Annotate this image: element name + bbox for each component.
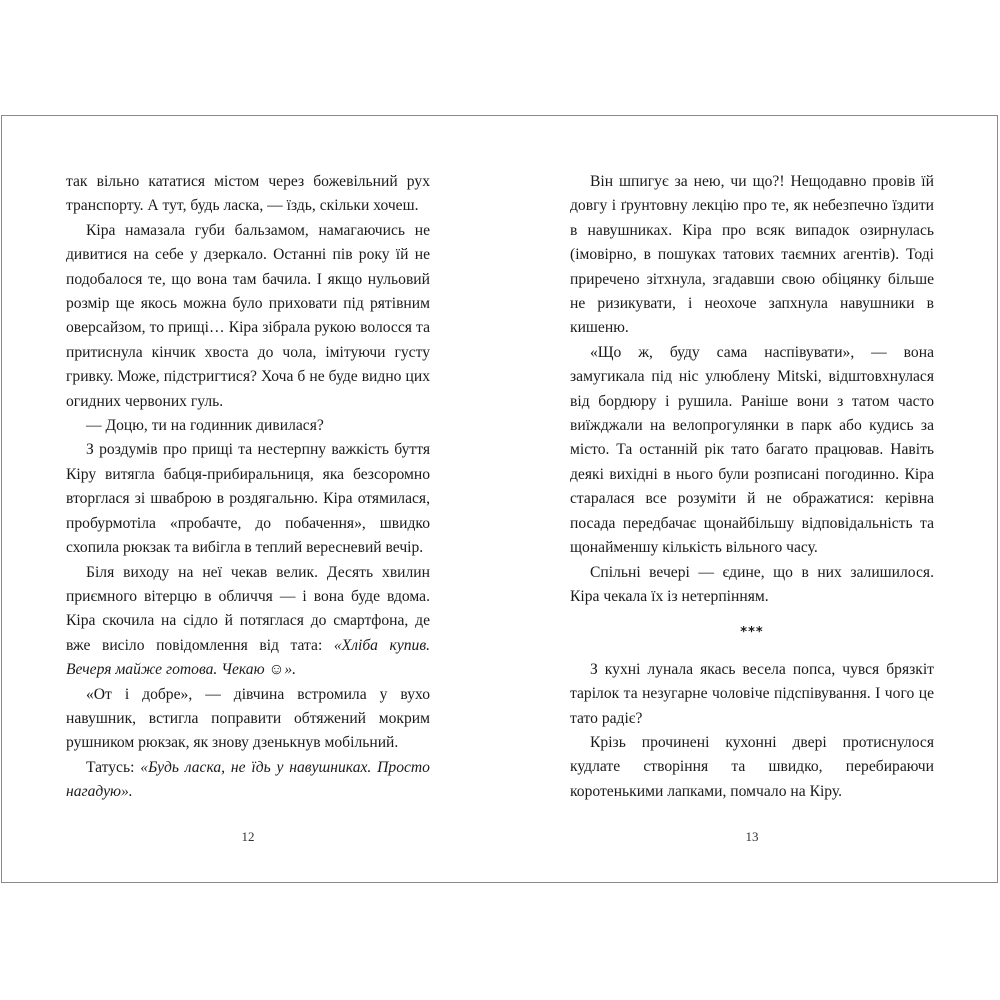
left-page [2,116,500,882]
page-number [2,829,500,845]
paragraph: так вільно кататися містом через божевільний рух транспорту. А тут, будь ласка, — їздь, скільки хочеш. [66,173,430,215]
paragraph [66,561,430,683]
left-page-text [66,170,430,805]
paragraph: «Що ж, буду сама наспівувати», — вона замугикала під ніс улюблену Mitski, відштовхнулася від бордюру і рушила. Раніше вони з татом часто виїжджали на велопрогулянки в парк або кудись за місто. Та останній рік тато багато працював. Навіть деякі вихідні в нього були розписані погодинно. Кіра старалася все розуміти й не ображатися: керівна посада передбачає щонайбільшу відповідальність та щонайменшу кількість вільного часу. [570,343,934,557]
paragraph: «От і добре», — дівчина встромила у вухо навушник, встигла поправити обтяжений мокрим рушником рюкзак, як знову дзенькнув мобільний. [66,685,430,752]
paragraph: З роздумів про прищі та нестерпну важкість буття Кіру витягла бабця-прибиральниця, яка безсоромно вторглася зі шваброю в роздягальню. Кіра отямилася, пробурмотіла «пробачте, до побачення», швидко схопила рюкзак та вибігла в теплий вересневий вечір. [66,441,430,557]
paragraph: — Доцю, ти на годинник дивилася? [86,417,324,435]
section-separator: *** [740,625,764,641]
paragraph: Спільні вечері — єдине, що в них залишилося. Кіра чекала їх із нетерпінням. [570,563,934,605]
paragraph-text: Татусь: [86,758,135,776]
paragraph: Крізь прочинені кухонні двері протиснулося кудлате створіння та швидко, перебираючи коротенькими лапками, помчало на Кіру. [570,733,934,800]
right-page-text [570,170,934,804]
book-spread [1,115,998,883]
page-number-text: 13 [745,829,759,844]
dad-message: «Хліба купив. Вечеря майже готова. Чекаю ☺». [66,636,431,679]
paragraph-text: Біля виходу на неї чекав велик. Десять хвилин приємного вітерцю в обличчя — і вона буде вдома. Кіра скочила на сідло й потяглася до смартфона, де вже висіло повідомлення від тата: [66,563,430,654]
page-number [500,829,998,845]
dad-message: «Будь ласка, не їдь у навушниках. Просто нагадую». [66,758,430,801]
paragraph: Кіра намазала губи бальзамом, намагаючись не дивитися на себе у дзеркало. Останні пів року їй не подобалося те, що вона там бачила. І якщо нульовий розмір ще якось можна було приховати під рятівним оверсайзом, то прищі… Кіра зібрала рукою волосся та притиснула кінчик хвоста до чола, імітуючи густу гривку. Може, підстригтися? Хоча б не буде видно цих огидних червоних гуль. [66,221,430,410]
page-number-text: 12 [241,829,255,844]
paragraph: Він шпигує за нею, чи що?! Нещодавно провів їй довгу і ґрунтовну лекцію про те, як небезпечно їздити в навушниках. Кіра про всяк випадок озирнулась (імовірно, в пошуках татових таємних агентів). Тоді приречено зітхнула, згадавши свою обіцянку більше не ризикувати, і неохоче запхнула навушники в кишеню. [570,173,934,337]
right-page [500,116,998,882]
paragraph: З кухні лунала якась весела попса, чувся брязкіт тарілок та незугарне чоловіче підспівування. І чого це тато радіє? [570,660,934,727]
paragraph [66,756,430,805]
